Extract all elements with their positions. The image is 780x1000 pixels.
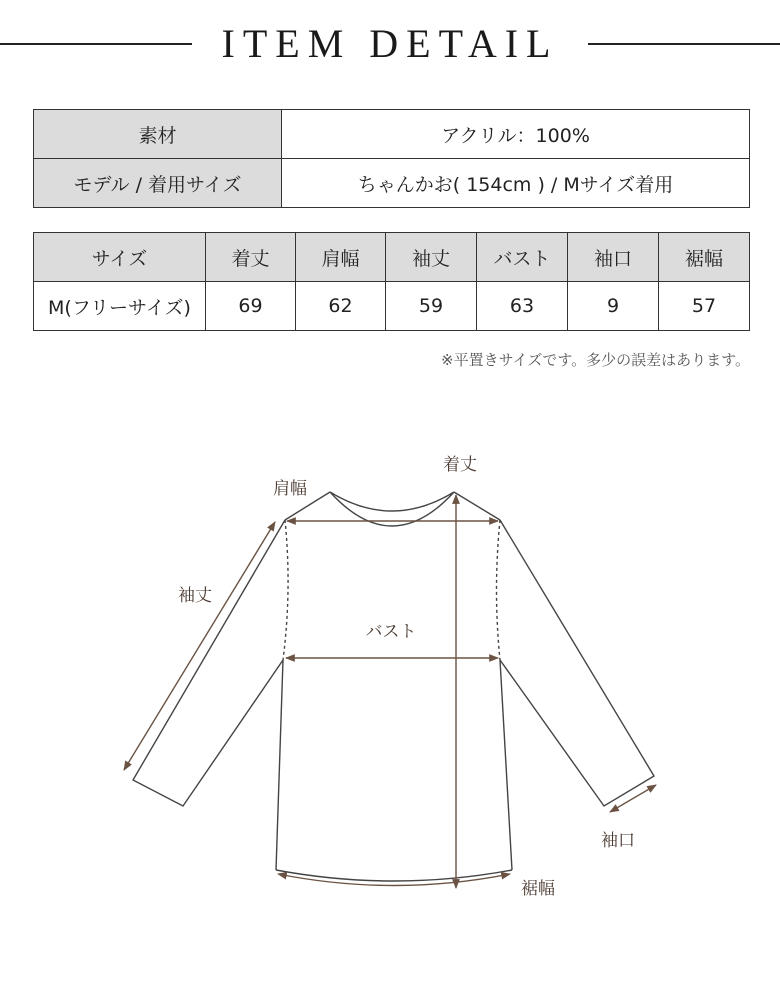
header-rule-left xyxy=(0,43,192,45)
material-label: 素材 xyxy=(34,110,282,159)
cuff-cell: 9 xyxy=(568,282,659,331)
cuff-header: 袖口 xyxy=(568,233,659,282)
shoulder-label: 肩幅 xyxy=(273,479,307,499)
model-size-label: モデル / 着用サイズ xyxy=(34,159,282,208)
shoulder-cell: 62 xyxy=(296,282,386,331)
bust-cell: 63 xyxy=(477,282,568,331)
size-table-header-row xyxy=(34,233,750,282)
sleeve-header: 袖丈 xyxy=(386,233,477,282)
section-title: ITEM DETAIL xyxy=(221,21,559,66)
hem-cell: 57 xyxy=(659,282,750,331)
length-label: 着丈 xyxy=(443,455,477,475)
header-rule-right xyxy=(588,43,780,45)
length-cell: 69 xyxy=(206,282,296,331)
sweater-outline xyxy=(133,492,654,881)
measurement-note: ※平置きサイズです。多少の誤差はあります。 xyxy=(441,351,750,369)
garment-diagram xyxy=(0,440,780,920)
hem-label: 裾幅 xyxy=(521,879,555,899)
length-header: 着丈 xyxy=(206,233,296,282)
hem-header: 裾幅 xyxy=(659,233,750,282)
table-row xyxy=(34,110,750,159)
size-table xyxy=(33,232,750,331)
bust-label: バスト xyxy=(365,622,417,642)
table-row xyxy=(34,282,750,331)
model-size-value: ちゃんかお( 154cm ) / Mサイズ着用 xyxy=(282,159,750,208)
section-header xyxy=(0,18,780,70)
size-cell: M(フリーサイズ) xyxy=(34,282,206,331)
sleeve-label: 袖丈 xyxy=(178,586,212,606)
size-header: サイズ xyxy=(34,233,206,282)
material-info-table xyxy=(33,109,750,208)
bust-header: バスト xyxy=(477,233,568,282)
cuff-label: 袖口 xyxy=(601,831,635,851)
sleeve-cell: 59 xyxy=(386,282,477,331)
shoulder-header: 肩幅 xyxy=(296,233,386,282)
sleeve-arrow xyxy=(124,522,275,770)
table-row xyxy=(34,159,750,208)
material-value: アクリル：100% xyxy=(282,110,750,159)
